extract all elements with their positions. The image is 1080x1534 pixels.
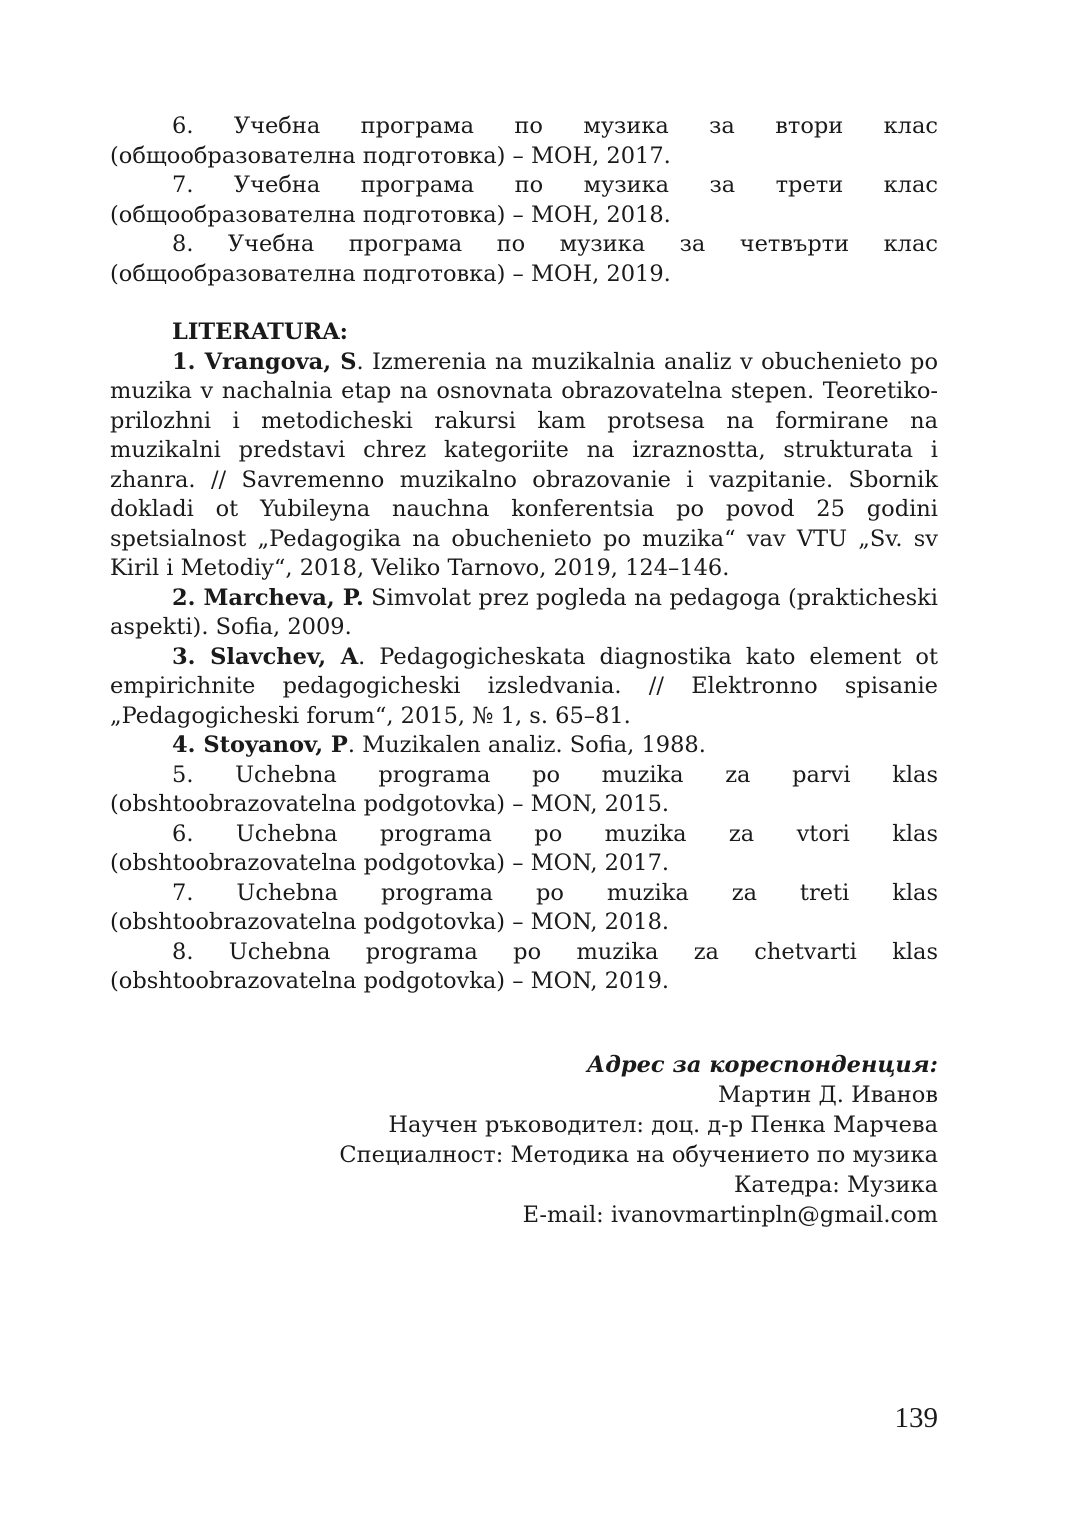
page-number: 139 — [894, 1402, 938, 1434]
page-body — [110, 112, 938, 997]
literatura-author-2: 2. Marcheva, P. — [172, 584, 364, 611]
reference-bg-6: 6. Учебна програма по музика за втори клас (общообразователна подготовка) – МОН, 2017. — [110, 113, 938, 169]
section-gap — [110, 289, 938, 318]
address-supervisor: Научен ръководител: доц. д-р Пенка Марчева — [388, 1112, 938, 1138]
literatura-item-5: 5. Uchebna programa po muzika za parvi klas (obshtoobrazovatelna podgotovka) – MON, 2015. — [110, 761, 938, 817]
reference-bg-7: 7. Учебна програма по музика за трети клас (общообразователна подготовка) – МОН, 2018. — [110, 172, 938, 228]
correspondence-address — [339, 1050, 938, 1230]
literatura-item-7: 7. Uchebna programa po muzika za treti klas (obshtoobrazovatelna podgotovka) – MON, 2018. — [110, 879, 938, 935]
literatura-item-2 — [110, 584, 938, 643]
literatura-text-1: . Izmerenia na muzikalnia analiz v obuchenieto po muzika v nachalnia etap na osnovnata obrazovatelna stepen. Teoretiko-prilozhni i metodicheski rakursi kam protsesa na formirane na muzikalni predstavi chrez kategoriite na izraznostta, strukturata i zhanra. // Savremenno muzikalno obrazovanie i vazpitanie. Sbornik dokladi ot Yubileyna nauchna konferentsia po povod 25 godini spetsialnost „Pedagogika na obuchenieto po muzika“ vav VTU „Sv. sv Kiril i Metodiy“, 2018, Veliko Tarnovo, 2019, 124–146. — [110, 348, 938, 581]
literatura-heading: LITERATURA: — [172, 319, 348, 345]
literatura-item-8: 8. Uchebna programa po muzika za chetvarti klas (obshtoobrazovatelna podgotovka) – MON, 2019. — [110, 938, 938, 994]
literatura-item-4 — [110, 731, 938, 761]
reference-bg-8: 8. Учебна програма по музика за четвърти клас (общообразователна подготовка) – МОН, 2019. — [110, 231, 938, 287]
address-department: Катедра: Музика — [733, 1172, 938, 1198]
literatura-item-6: 6. Uchebna programa po muzika za vtori klas (obshtoobrazovatelna podgotovka) – MON, 2017. — [110, 820, 938, 876]
literatura-item-3 — [110, 643, 938, 732]
literatura-author-1: 1. Vrangova, S — [172, 348, 357, 375]
literatura-text-3: . Pedagogicheskata diagnostika kato element ot empirichnite pedagogicheski izsledvania. // Elektronno spisanie „Pedagogicheski forum“, 2015, № 1, s. 65–81. — [110, 643, 939, 729]
literatura-author-3: 3. Slavchev, A — [172, 643, 359, 670]
address-email: E-mail: ivanovmartinpln@gmail.com — [522, 1202, 938, 1228]
literatura-item-1 — [110, 348, 938, 584]
address-specialty: Специалност: Методика на обучението по музика — [339, 1142, 938, 1168]
address-name: Мартин Д. Иванов — [718, 1082, 938, 1108]
address-title: Адрес за кореспонденция: — [586, 1052, 938, 1078]
literatura-text-4: . Muzikalen analiz. Sofia, 1988. — [347, 732, 706, 758]
literatura-author-4: 4. Stoyanov, P — [172, 732, 348, 758]
literatura-text-2: Simvolat prez pogleda na pedagoga (prakticheski aspekti). Sofia, 2009. — [110, 584, 938, 640]
